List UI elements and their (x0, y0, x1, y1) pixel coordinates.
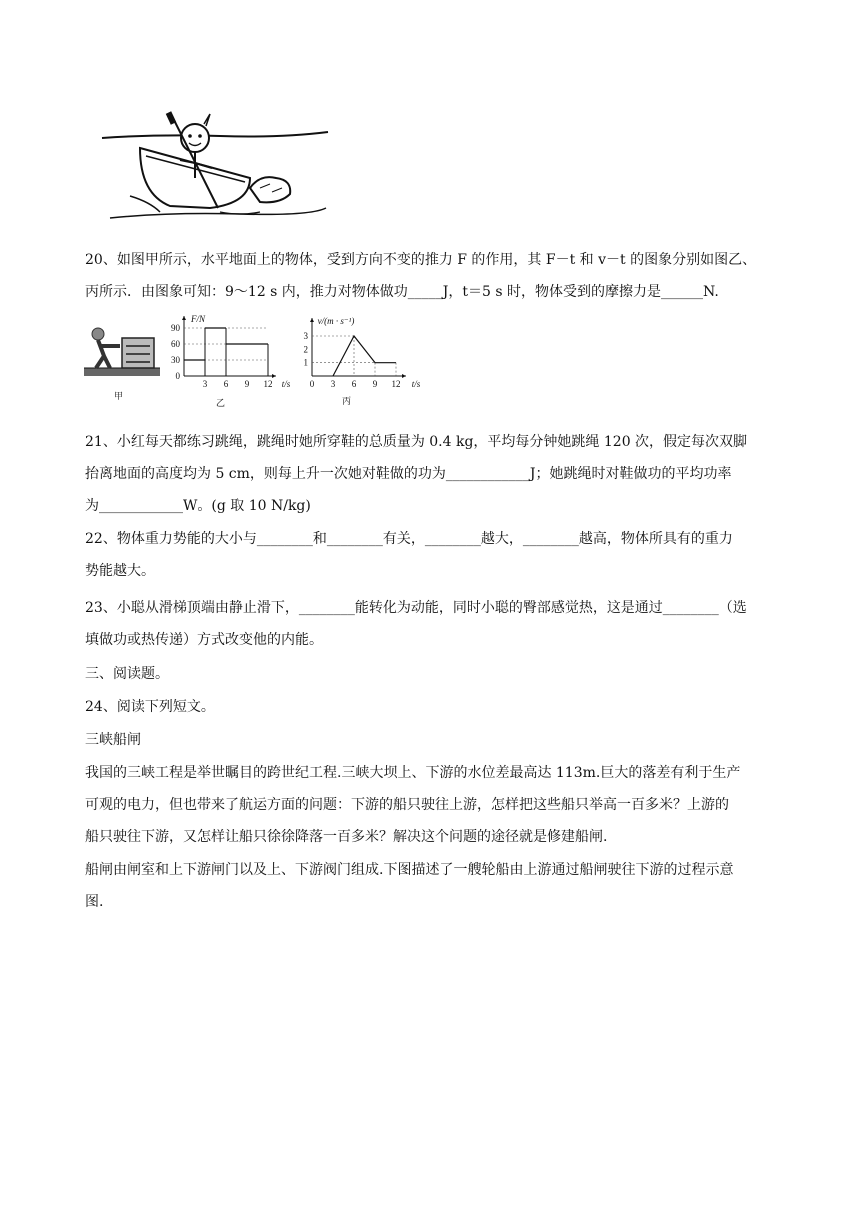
q21-line-3: 为____________W。(g 取 10 N/kg) (85, 498, 311, 514)
v-t-x-tick-label: 3 (330, 379, 336, 389)
q23-line-1: 23、小聪从滑梯顶端由静止滑下，________能转化为动能，同时小聪的臀部感觉热，这是通过________（选 (85, 600, 747, 616)
f-t-y-label: F/N (190, 314, 206, 324)
figure-20 (80, 312, 420, 408)
q21-line-2: 抬离地面的高度均为 5 cm，则每上升一次她对鞋做的功为____________J；她跳绳时对鞋做功的平均功率 (85, 466, 732, 482)
v-t-x-label: t/s (411, 379, 420, 389)
q20-line-2: 丙所示．由图象可知：9～12 s 内，推力对物体做功_____J，t＝5 s 时，物体受到的摩擦力是______N. (85, 284, 719, 300)
v-t-x-tick-label: 9 (372, 379, 378, 389)
f-t-x-tick-label: 9 (244, 379, 250, 389)
passage-p1-line-3: 船只驶往下游，又怎样让船只徐徐降落一百多米？解决这个问题的途径就是修建船闸. (85, 829, 608, 845)
label-jia: 甲 (114, 391, 124, 401)
v-t-x-tick-label: 0 (309, 379, 315, 389)
passage-p2-line-2: 图. (85, 894, 104, 910)
passage-p2-line-1: 船闸由闸室和上下游闸门以及上、下游阀门组成.下图描述了一艘轮船由上游通过船闸驶往下游的过程示意 (85, 862, 734, 878)
f-t-y-tick-label: 60 (171, 339, 180, 349)
q23-line-2: 填做功或热传递）方式改变他的内能。 (85, 632, 323, 648)
q20-line-1: 20、如图甲所示，水平地面上的物体，受到方向不变的推力 F 的作用，其 F－t 和 v－t 的图象分别如图乙、 (85, 252, 757, 268)
f-t-x-tick-label: 12 (263, 379, 273, 389)
f-t-x-tick-label: 6 (223, 379, 229, 389)
v-t-y-label: v/(m · s⁻¹) (317, 316, 355, 326)
v-t-y-arrow (310, 318, 314, 322)
v-t-x-arrow (402, 374, 406, 378)
f-t-x-arrow (272, 374, 276, 378)
f-t-x-label: t/s (281, 379, 291, 389)
v-t-chart (304, 316, 421, 389)
section-3-heading: 三、阅读题。 (85, 666, 169, 682)
f-t-y-tick-label: 30 (171, 355, 180, 365)
f-t-y-arrow (182, 316, 186, 320)
v-t-y-tick-label: 3 (303, 331, 308, 341)
f-t-chart (171, 314, 291, 389)
v-t-y-tick-label: 1 (303, 357, 308, 368)
q24-prompt: 24、阅读下列短文。 (85, 699, 215, 715)
label-yi: 乙 (216, 398, 226, 408)
boat-illustration (100, 108, 330, 226)
v-t-x-tick-label: 6 (351, 379, 357, 389)
v-t-x-tick-label: 12 (391, 379, 401, 389)
v-t-y-tick-label: 2 (303, 344, 308, 355)
passage-p1-line-1: 我国的三峡工程是举世瞩目的跨世纪工程.三峡大坝上、下游的水位差最高达 113m.巨大的落差有利于生产 (85, 765, 741, 781)
f-t-y-tick-label: 90 (171, 323, 180, 333)
passage-p1-line-2: 可观的电力，但也带来了航运方面的问题：下游的船只驶往上游，怎样把这些船只举高一百多米？上游的 (85, 797, 729, 813)
q21-line-1: 21、小红每天都练习跳绳，跳绳时她所穿鞋的总质量为 0.4 kg，平均每分钟她跳绳 120 次，假定每次双脚 (85, 434, 748, 450)
f-t-x-tick-label: 3 (202, 379, 208, 389)
v-t-series-line (333, 336, 396, 376)
q22-line-1: 22、物体重力势能的大小与________和________有关，________越大，________越高，物体所具有的重力 (85, 531, 733, 547)
f-t-y-tick-label: 0 (175, 371, 180, 381)
q22-line-2: 势能越大。 (85, 563, 155, 579)
passage-title: 三峡船闸 (85, 732, 141, 748)
label-bing: 丙 (342, 396, 352, 406)
figure-jia-person-pushing-box (84, 328, 160, 376)
